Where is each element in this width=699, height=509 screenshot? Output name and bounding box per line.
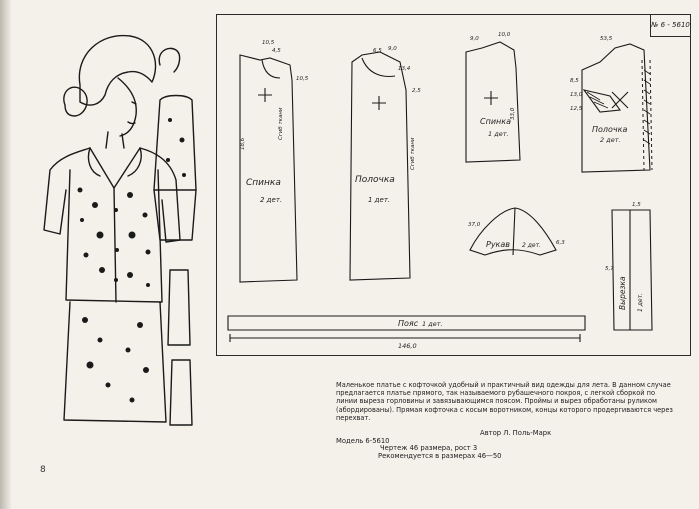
measurement: 1,5 [632, 202, 641, 208]
measurement: 6,5 [373, 48, 382, 54]
belt-count: 1 дет. [422, 320, 443, 328]
dress-back-piece [240, 55, 297, 282]
fold-front-label: Сгиб ткани [410, 137, 416, 170]
measurement: 9,0 [470, 36, 479, 42]
blouse-back-label: Спинка [480, 117, 511, 126]
model-number: Модель 6-5610 [336, 437, 390, 445]
recommended-sizes: Рекомендуется в размерах 46—50 [378, 452, 502, 460]
author-credit: Автор Л. Поль-Марк [480, 429, 552, 437]
measurement: 10,0 [498, 32, 511, 38]
measurement: 53,5 [600, 36, 613, 42]
measurement: 8,5 [570, 78, 579, 84]
measurement: 5,7 [605, 266, 614, 272]
blouse-front-label: Полочка [592, 125, 628, 134]
measurement: 33,0 [510, 107, 516, 120]
measurement: 13,0 [570, 92, 583, 98]
page-number: 8 [40, 465, 46, 475]
fold-back-label: Сгиб ткани [278, 107, 284, 140]
measurement: 12,5 [570, 106, 583, 112]
measurement: 4,5 [272, 48, 281, 54]
measurement: 37,0 [468, 222, 481, 228]
facing-count: 1 дет. [637, 293, 644, 312]
model-code-badge: № 6 - 5610 [650, 14, 690, 37]
measurement: 10,5 [296, 76, 309, 82]
sleeve-label: Рукав [486, 240, 511, 249]
draft-size: Чертеж 46 размера, рост 3 [380, 444, 478, 452]
belt-length: 146,0 [398, 342, 417, 350]
sleeve-count: 2 дет. [522, 242, 541, 249]
dress-front-piece [350, 52, 410, 280]
measurement: 13,4 [398, 66, 411, 72]
model-description: Маленькое платье с кофточкой удобный и практичный вид одежды для лета. В данном случае предлагается платье прямого, так называемого рубашечного покроя, с легкой сборкой по линии выреза горловины и завязывающимся поясом. Проймы и вырез обработаны руликом (абордированы). Прямая кофточка с косым воротником, концы которого продергиваются через перехват. [336, 381, 673, 422]
front-label: Полочка [355, 175, 395, 185]
back-count: 2 дет. [260, 196, 283, 204]
facing-piece [612, 210, 652, 330]
back-label: Спинка [246, 178, 281, 188]
measurement: 9,0 [388, 46, 397, 52]
measurement: 18,6 [240, 137, 246, 150]
facing-label: Вырезка [618, 276, 627, 310]
blouse-front-piece [582, 44, 650, 172]
belt-label: Пояс [398, 319, 419, 328]
blouse-back-count: 1 дет. [488, 130, 509, 138]
blouse-front-count: 2 дет. [600, 136, 621, 144]
front-count: 1 дет. [368, 196, 391, 204]
blouse-back-piece [466, 42, 520, 162]
measurement: 6,3 [556, 240, 565, 246]
measurement: 2,5 [412, 88, 421, 94]
measurement: 10,5 [262, 40, 275, 46]
